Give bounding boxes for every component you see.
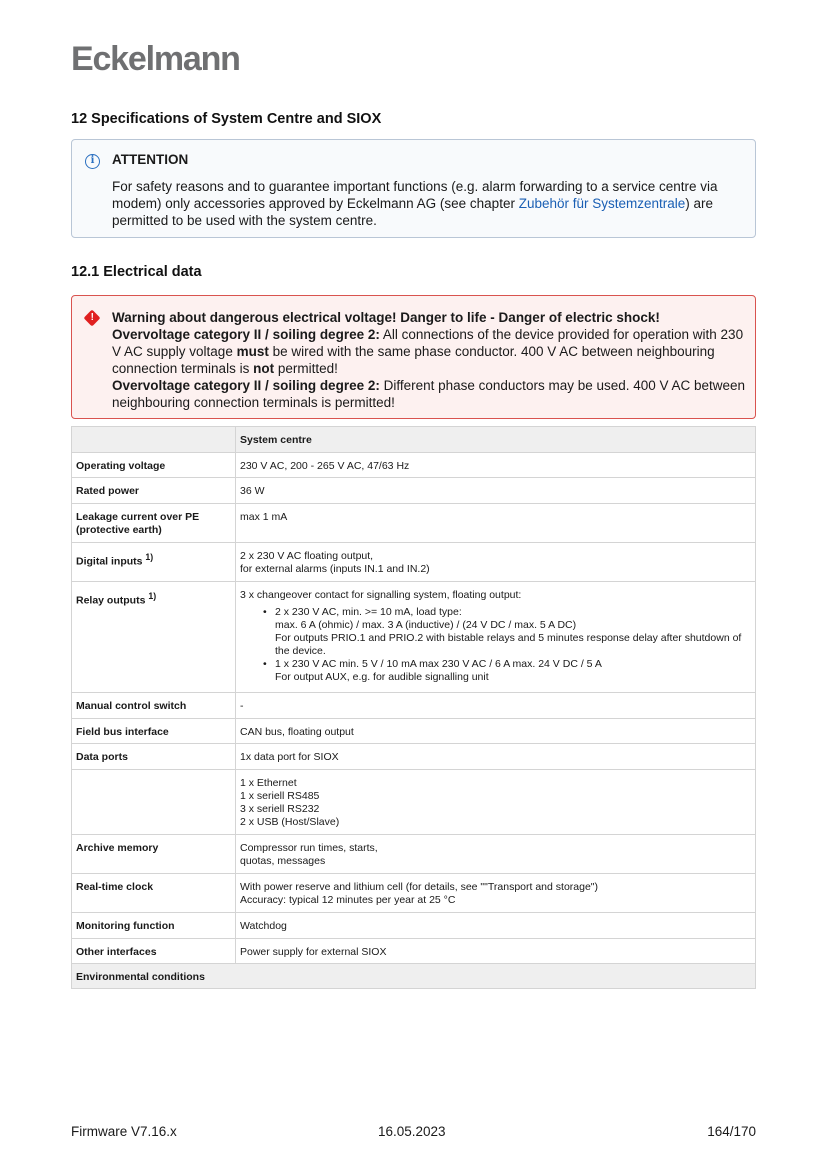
value-line: 3 x seriell RS232 bbox=[240, 803, 320, 815]
row-label-text: Digital inputs bbox=[76, 555, 146, 568]
value-line: With power reserve and lithium cell (for details, see ""Transport and storage") bbox=[240, 881, 599, 893]
row-value: 36 W bbox=[236, 478, 756, 504]
warning-p1-text-a: All connections of the device provided for operation with 230 V AC supply voltage bbox=[112, 327, 744, 359]
value-line: quotas, messages bbox=[240, 855, 326, 867]
row-value bbox=[236, 874, 756, 913]
row-label: Other interfaces bbox=[72, 939, 236, 964]
warning-body bbox=[112, 309, 747, 411]
row-value: - bbox=[236, 693, 756, 719]
row-label: Real-time clock bbox=[72, 874, 236, 913]
list-line: 1 x 230 V AC min. 5 V / 10 mA max 230 V AC / 6 A max. 24 V DC / 5 A bbox=[275, 658, 602, 670]
value-line: for external alarms (inputs IN.1 and IN.2) bbox=[240, 563, 430, 575]
empty-label-cell bbox=[72, 770, 236, 835]
value-line: 2 x USB (Host/Slave) bbox=[240, 816, 340, 828]
value-line: 3 x changeover contact for signalling system, floating output: bbox=[240, 589, 522, 601]
value-line: 1 x Ethernet bbox=[240, 777, 297, 789]
subsection-heading: 12.1 Electrical data bbox=[71, 264, 202, 280]
warning-box bbox=[71, 295, 756, 419]
row-label bbox=[72, 543, 236, 582]
row-label: Monitoring function bbox=[72, 913, 236, 939]
table-row bbox=[72, 770, 756, 835]
section-heading: 12 Specifications of System Centre and SIOX bbox=[71, 111, 382, 127]
table-row bbox=[72, 744, 756, 770]
table-row bbox=[72, 543, 756, 582]
table-header-row bbox=[72, 427, 756, 453]
table-row bbox=[72, 874, 756, 913]
row-label bbox=[72, 582, 236, 693]
row-value: max 1 mA bbox=[236, 504, 756, 543]
row-label: Data ports bbox=[72, 744, 236, 770]
footnote-ref: 1) bbox=[148, 591, 157, 601]
warning-p2-text: Different phase conductors may be used. 400 V AC between neighbouring connection terminals is permitted! bbox=[112, 378, 746, 410]
eckelmann-logo: Eckelmann bbox=[71, 40, 240, 78]
warning-diamond-icon: ! bbox=[84, 310, 101, 327]
footer-date: 16.05.2023 bbox=[378, 1124, 446, 1139]
row-label: Field bus interface bbox=[72, 719, 236, 744]
row-label bbox=[72, 504, 236, 543]
attention-title: ATTENTION bbox=[112, 152, 189, 167]
relay-output-list bbox=[240, 606, 751, 684]
table-row bbox=[72, 693, 756, 719]
table-row bbox=[72, 504, 756, 543]
warning-must: must bbox=[236, 344, 269, 359]
footer-page-number: 164/170 bbox=[707, 1124, 756, 1139]
table-section-row bbox=[72, 964, 756, 989]
header-empty-cell bbox=[72, 427, 236, 453]
chapter-link[interactable]: Zubehör für Systemzentrale bbox=[518, 196, 686, 211]
value-line: Compressor run times, starts, bbox=[240, 842, 378, 854]
column-header-system-centre: System centre bbox=[236, 427, 756, 453]
electrical-data-table bbox=[71, 426, 756, 989]
row-value bbox=[236, 543, 756, 582]
footnote-ref: 1) bbox=[145, 552, 154, 562]
attention-text-after: ) are permitted to be used with the system centre. bbox=[112, 196, 714, 228]
list-line: For output AUX, e.g. for audible signalling unit bbox=[275, 671, 489, 683]
row-value: 1x data port for SIOX bbox=[236, 744, 756, 770]
row-label: Manual control switch bbox=[72, 693, 236, 719]
value-line: 1 x seriell RS485 bbox=[240, 790, 320, 802]
list-line: 2 x 230 V AC, min. >= 10 mA, load type: bbox=[275, 606, 462, 618]
table-row bbox=[72, 913, 756, 939]
warning-not: not bbox=[253, 361, 275, 376]
list-item bbox=[263, 606, 751, 658]
row-value bbox=[236, 835, 756, 874]
row-value bbox=[236, 582, 756, 693]
attention-body bbox=[112, 178, 744, 229]
row-label-line: Leakage current over PE bbox=[76, 511, 200, 523]
environmental-conditions-heading: Environmental conditions bbox=[72, 964, 756, 989]
footer-firmware: Firmware V7.16.x bbox=[71, 1124, 177, 1139]
value-line: Accuracy: typical 12 minutes per year at 25 °C bbox=[240, 894, 456, 906]
value-line: 2 x 230 V AC floating output, bbox=[240, 550, 374, 562]
warning-title: Warning about dangerous electrical voltage! Danger to life - Danger of electric shock! bbox=[112, 310, 660, 325]
warning-p1-text-b: be wired with the same phase conductor. 400 V AC between neighbouring connection terminals is bbox=[112, 344, 715, 376]
row-value: Power supply for external SIOX bbox=[236, 939, 756, 964]
row-label-text: Relay outputs bbox=[76, 594, 149, 607]
list-item bbox=[263, 658, 751, 684]
row-label: Archive memory bbox=[72, 835, 236, 874]
attention-text-before: For safety reasons and to guarantee important functions (e.g. alarm forwarding to a service centre via modem) only accessories approved by Eckelmann AG (see chapter bbox=[112, 179, 718, 211]
row-value bbox=[236, 770, 756, 835]
warning-p1-text-c: permitted! bbox=[274, 361, 338, 376]
warning-p2-label: Overvoltage category II / soiling degree 2: bbox=[112, 378, 380, 393]
row-label: Rated power bbox=[72, 478, 236, 504]
table-row bbox=[72, 478, 756, 504]
row-value: 230 V AC, 200 - 265 V AC, 47/63 Hz bbox=[236, 453, 756, 478]
attention-box bbox=[71, 139, 756, 238]
table-row bbox=[72, 582, 756, 693]
warning-p1-label: Overvoltage category II / soiling degree 2: bbox=[112, 327, 380, 342]
info-circle-icon: i bbox=[85, 154, 100, 169]
row-value: CAN bus, floating output bbox=[236, 719, 756, 744]
table-row bbox=[72, 939, 756, 964]
table-row bbox=[72, 719, 756, 744]
table-row bbox=[72, 453, 756, 478]
list-line: For outputs PRIO.1 and PRIO.2 with bistable relays and 5 minutes response delay after shutdown of the device. bbox=[275, 632, 742, 657]
row-label: Operating voltage bbox=[72, 453, 236, 478]
row-label-line: (protective earth) bbox=[76, 524, 162, 536]
list-line: max. 6 A (ohmic) / max. 3 A (inductive) / (24 V DC / max. 5 A DC) bbox=[275, 619, 577, 631]
row-value: Watchdog bbox=[236, 913, 756, 939]
table-row bbox=[72, 835, 756, 874]
